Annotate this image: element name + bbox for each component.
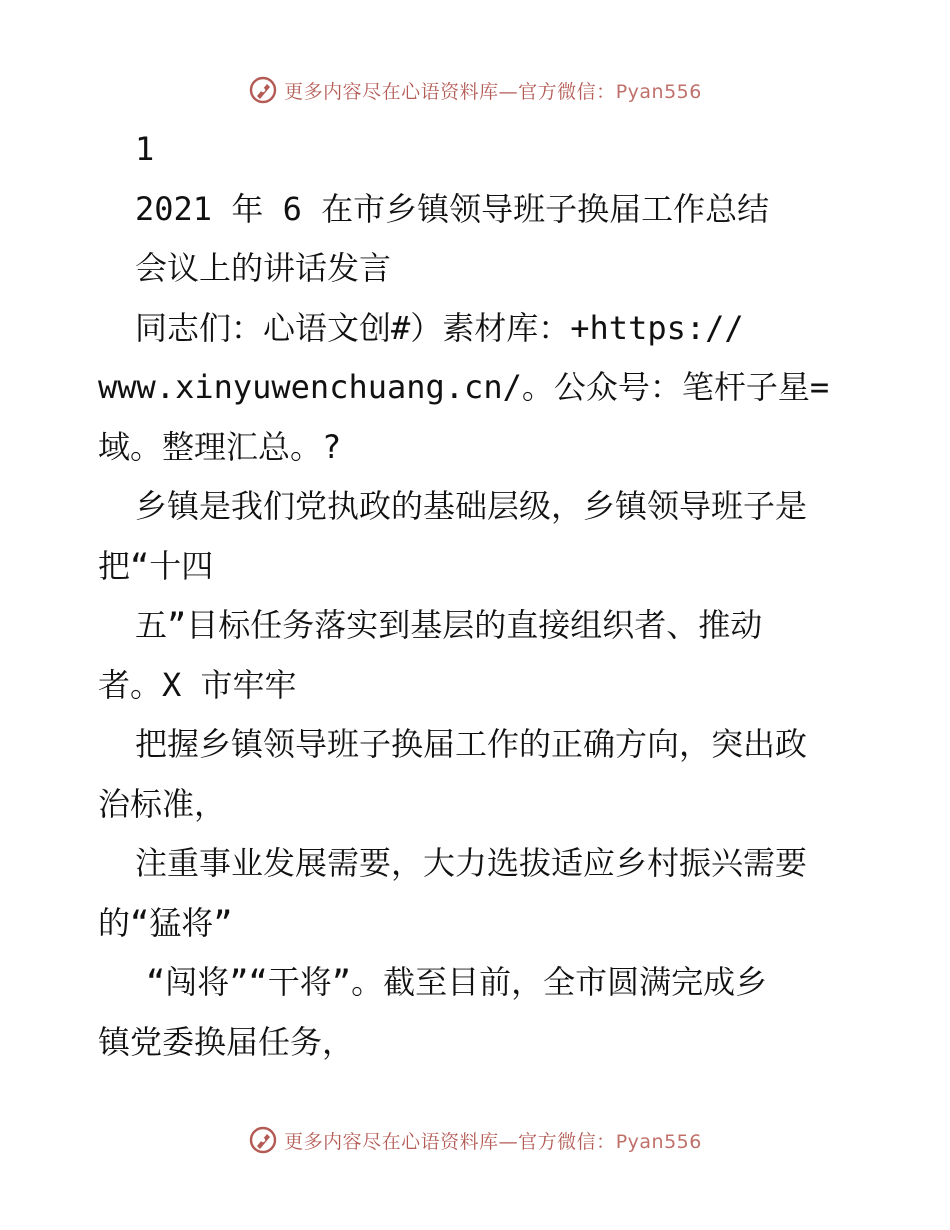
pen-seal-logo-icon (248, 75, 278, 105)
body-line: 的“猛将” (98, 903, 233, 942)
document-title-line-1: 2021 年 6 在市乡镇领导班子换届工作总结 (135, 189, 770, 228)
watermark-text: 更多内容尽在心语资料库—官方微信：Pyan556 (284, 1130, 702, 1153)
wechat-id: Pyan556 (615, 80, 702, 103)
body-line: 镇党委换届任务， (98, 1022, 355, 1061)
pen-seal-logo-icon (248, 1125, 278, 1155)
page-number: 1 (135, 130, 155, 168)
watermark-text: 更多内容尽在心语资料库—官方微信：Pyan556 (284, 80, 702, 103)
body-line: 同志们：心语文创#）素材库：+https:// (135, 308, 744, 347)
document-body (98, 120, 868, 1072)
body-line: 乡镇是我们党执政的基础层级，乡镇领导班子是 (135, 487, 808, 525)
body-line: “闯将”“干将”。截至目前，全市圆满完成乡 (146, 963, 768, 1001)
body-line: www.xinyuwenchuang.cn/。公众号：笔杆子星= (98, 368, 830, 406)
body-line: 五”目标任务落实到基层的直接组织者、推动 (135, 606, 763, 644)
body-line: 域。整理汇总。? (98, 427, 342, 466)
body-line: 把“十四 (98, 546, 214, 585)
body-line: 者。X 市牢牢 (98, 665, 297, 704)
body-line: 治标准， (98, 784, 227, 823)
watermark-banner-top (0, 70, 950, 110)
watermark-banner-bottom (0, 1120, 950, 1160)
document-title-line-2: 会议上的讲话发言 (135, 249, 392, 287)
body-line: 把握乡镇领导班子换届工作的正确方向，突出政 (135, 725, 808, 763)
wechat-id: Pyan556 (615, 1130, 702, 1153)
body-line: 注重事业发展需要，大力选拔适应乡村振兴需要 (135, 844, 808, 882)
